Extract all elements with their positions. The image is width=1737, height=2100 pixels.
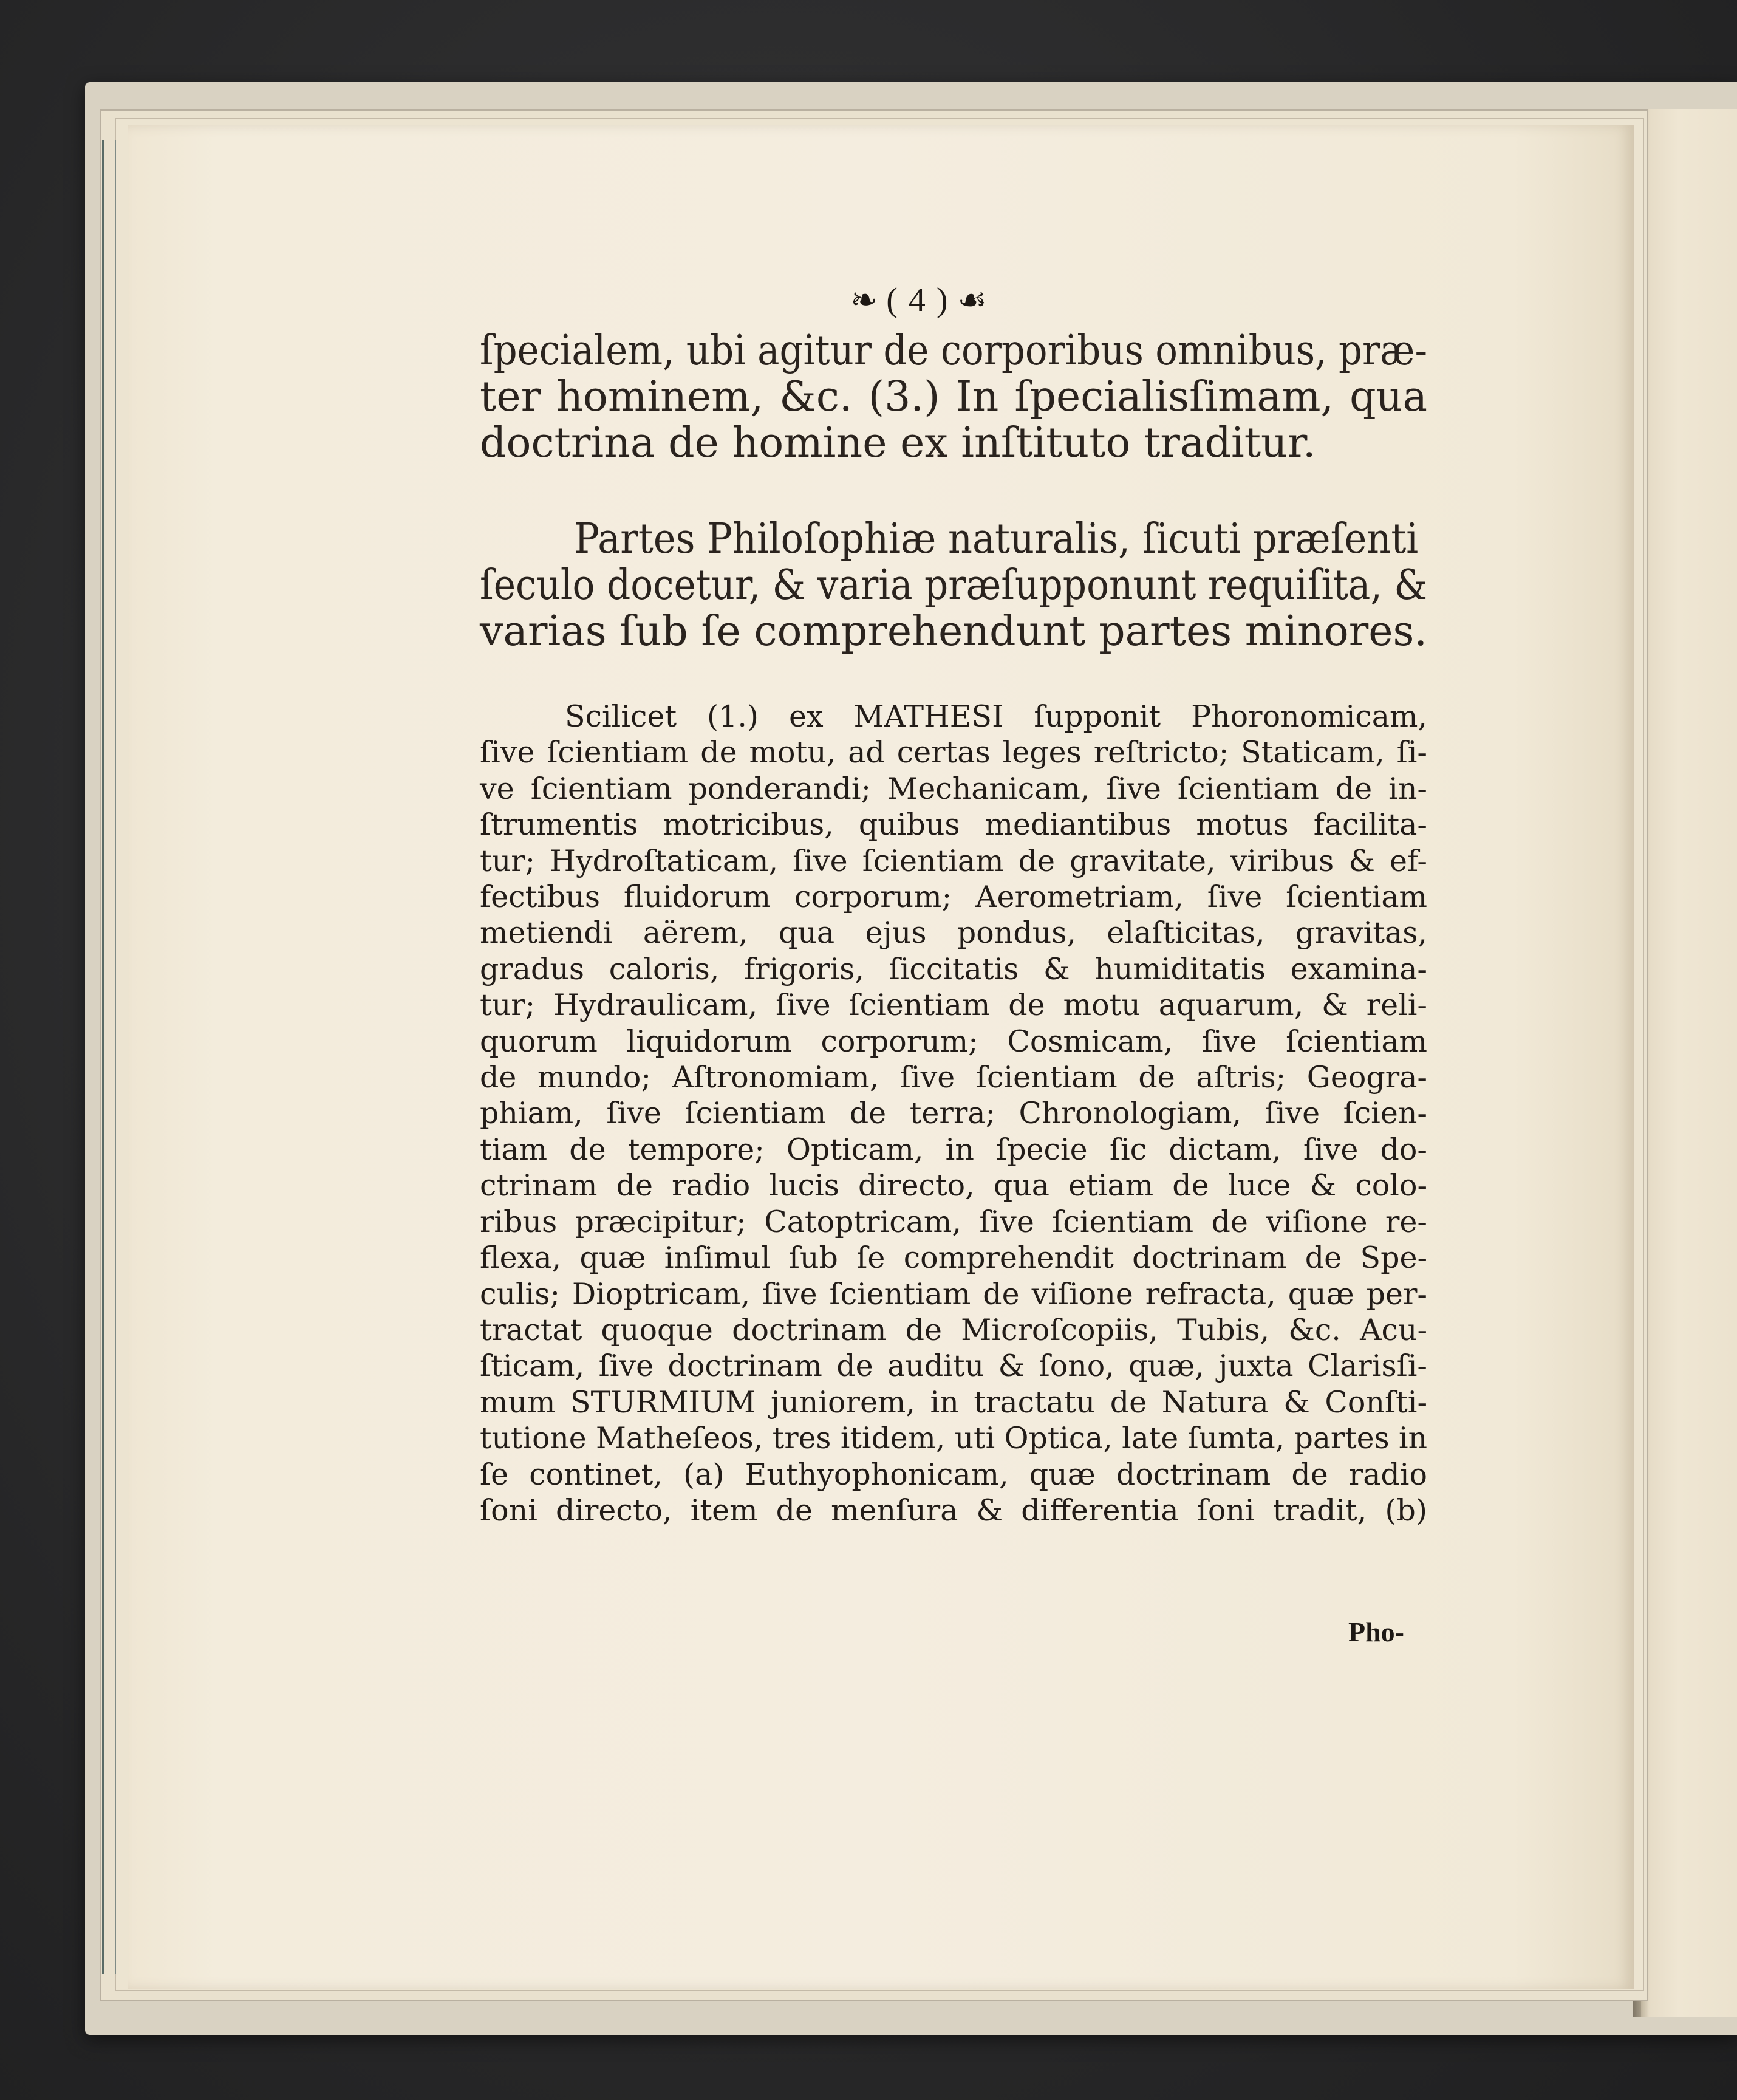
left-ornament-icon: ❧ [850, 281, 878, 319]
text-line: phiam, ſive ſcientiam de terra; Chronologiam, ſive ſcien- [480, 1096, 1427, 1131]
text-line: gradus caloris, frigoris, ſiccitatis & humiditatis examina- [480, 951, 1427, 987]
page-edge-lines [102, 140, 116, 1974]
text-line: ve ſcientiam ponderandi; Mechanicam, ſive ſcientiam de in- [480, 771, 1427, 806]
page-header [850, 278, 987, 322]
paragraph-1 [480, 328, 1427, 467]
text-line: ſpecialem, ubi agitur de corporibus omnibus, præ- [480, 327, 1428, 375]
catchword: Pho- [1348, 1616, 1404, 1647]
text-line: doctrina de homine ex inſtituto traditur. [480, 419, 1316, 467]
text-line: Partes Philoſophiæ naturalis, ſicuti præſenti [574, 515, 1419, 563]
text-line: ſeculo docetur, & varia præſupponunt requiſita, & [480, 561, 1427, 609]
text-line: ſive ſcientiam de motu, ad certas leges reſtricto; Staticam, ſi- [480, 735, 1427, 770]
text-line: tutione Matheſeos, tres itidem, uti Optica, late ſumta, partes in [480, 1421, 1427, 1456]
paragraph-3 [480, 699, 1427, 1528]
text-line: culis; Dioptricam, ſive ſcientiam de viſione refracta, quæ per- [480, 1276, 1427, 1312]
text-line: ribus præcipitur; Catoptricam, ſive ſcientiam de viſione re- [480, 1204, 1427, 1239]
text-line: fectibus fluidorum corporum; Aerometriam, ſive ſcientiam [480, 880, 1427, 915]
text-line: quorum liquidorum corporum; Cosmicam, ſive ſcientiam [480, 1024, 1427, 1059]
text-line: metiendi aërem, qua ejus pondus, elaſticitas, gravitas, [480, 915, 1427, 951]
text-line: de mundo; Aſtronomiam, ſive ſcientiam de aſtris; Geogra- [480, 1060, 1427, 1095]
text-line: ſe continet, (a) Euthyophonicam, quæ doctrinam de radio [480, 1457, 1427, 1492]
text-line: tur; Hydroſtaticam, ſive ſcientiam de gravitate, viribus & ef- [480, 843, 1427, 878]
page-number: ( 4 ) [886, 281, 949, 319]
text-line: ſticam, ſive doctrinam de auditu & ſono, quæ, juxta Clarisſi- [480, 1349, 1427, 1384]
text-line: Scilicet (1.) ex MATHESI ſupponit Phoronomicam, [565, 699, 1427, 734]
text-line: ſtrumentis motricibus, quibus mediantibus motus facilita- [480, 807, 1427, 843]
paragraph-2 [480, 516, 1427, 655]
text-line: tur; Hydraulicam, ſive ſcientiam de motu aquarum, & reli- [480, 988, 1427, 1023]
text-line: flexa, quæ inſimul ſub ſe comprehendit doctrinam de Spe- [480, 1240, 1427, 1276]
facing-page-edge [1640, 109, 1737, 2017]
text-line: mum STURMIUM juniorem, in tractatu de Natura & Conſti- [480, 1384, 1428, 1420]
text-line: varias ſub ſe comprehendunt partes minores. [480, 607, 1427, 655]
text-line: tractat quoque doctrinam de Microſcopiis, Tubis, &c. Acu- [480, 1312, 1428, 1347]
right-ornament-icon: ☙ [957, 281, 987, 319]
text-line: ſoni directo, item de menſura & differentia ſoni tradit, (b) [480, 1493, 1427, 1528]
text-line: ter hominem, &c. (3.) In ſpecialisſimam, qua [480, 373, 1427, 421]
text-line: tiam de tempore; Opticam, in ſpecie ſic dictam, ſive do- [480, 1132, 1427, 1167]
text-line: ctrinam de radio lucis directo, qua etiam de luce & colo- [480, 1168, 1428, 1203]
